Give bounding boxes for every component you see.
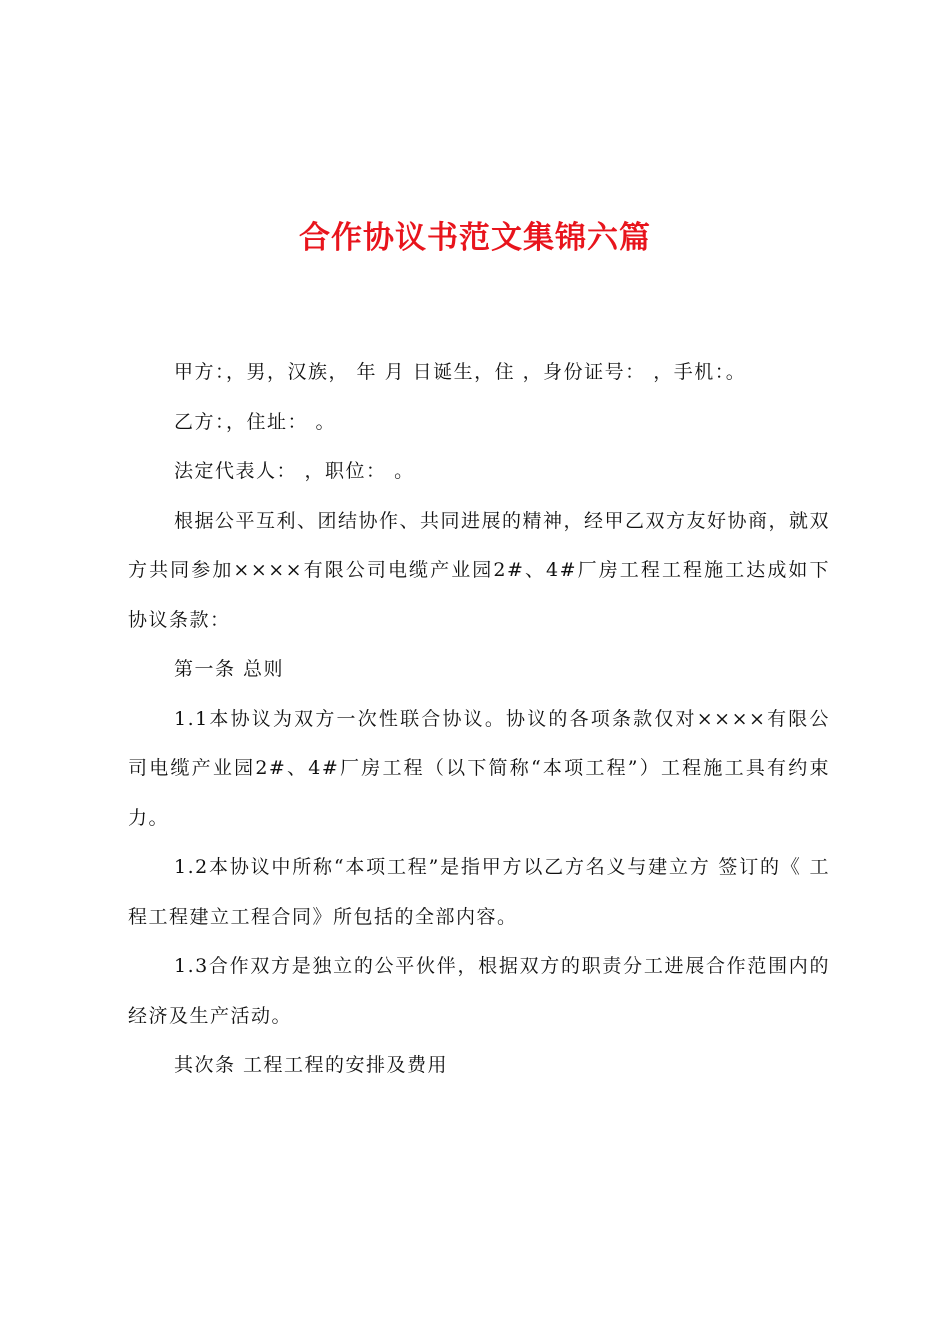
clause-1-1: 1.1本协议为双方一次性联合协议。协议的各项条款仅对××××有限公司电缆产业园2#、4#厂房工程（以下简称“本项工程”）工程施工具有约束力。 [128, 707, 830, 829]
document-body [128, 348, 830, 1091]
party-a-paragraph: 甲方：，男，汉族， 年 月 日诞生，住 ，身份证号： ，手机：。 [174, 361, 747, 383]
legal-representative-paragraph: 法定代表人： ，职位： 。 [174, 460, 415, 482]
document-title: 合作协议书范文集锦六篇 [299, 220, 651, 256]
clause-1-3: 1.3合作双方是独立的公平伙伴，根据双方的职责分工进展合作范围内的经济及生产活动。 [128, 955, 830, 1027]
party-b-paragraph: 乙方：，住址： 。 [174, 410, 337, 433]
article-one-heading: 第一条 总则 [174, 658, 285, 680]
article-two-heading: 其次条 工程工程的安排及费用 [174, 1054, 449, 1076]
clause-1-2: 1.2本协议中所称“本项工程”是指甲方以乙方名义与建立方 签订的《 工程工程建立工程合同》所包括的全部内容。 [128, 856, 830, 928]
preamble-paragraph: 根据公平互利、团结协作、共同进展的精神，经甲乙双方友好协商，就双方共同参加××××有限公司电缆产业园2#、4#厂房工程工程施工达成如下协议条款： [128, 509, 831, 631]
